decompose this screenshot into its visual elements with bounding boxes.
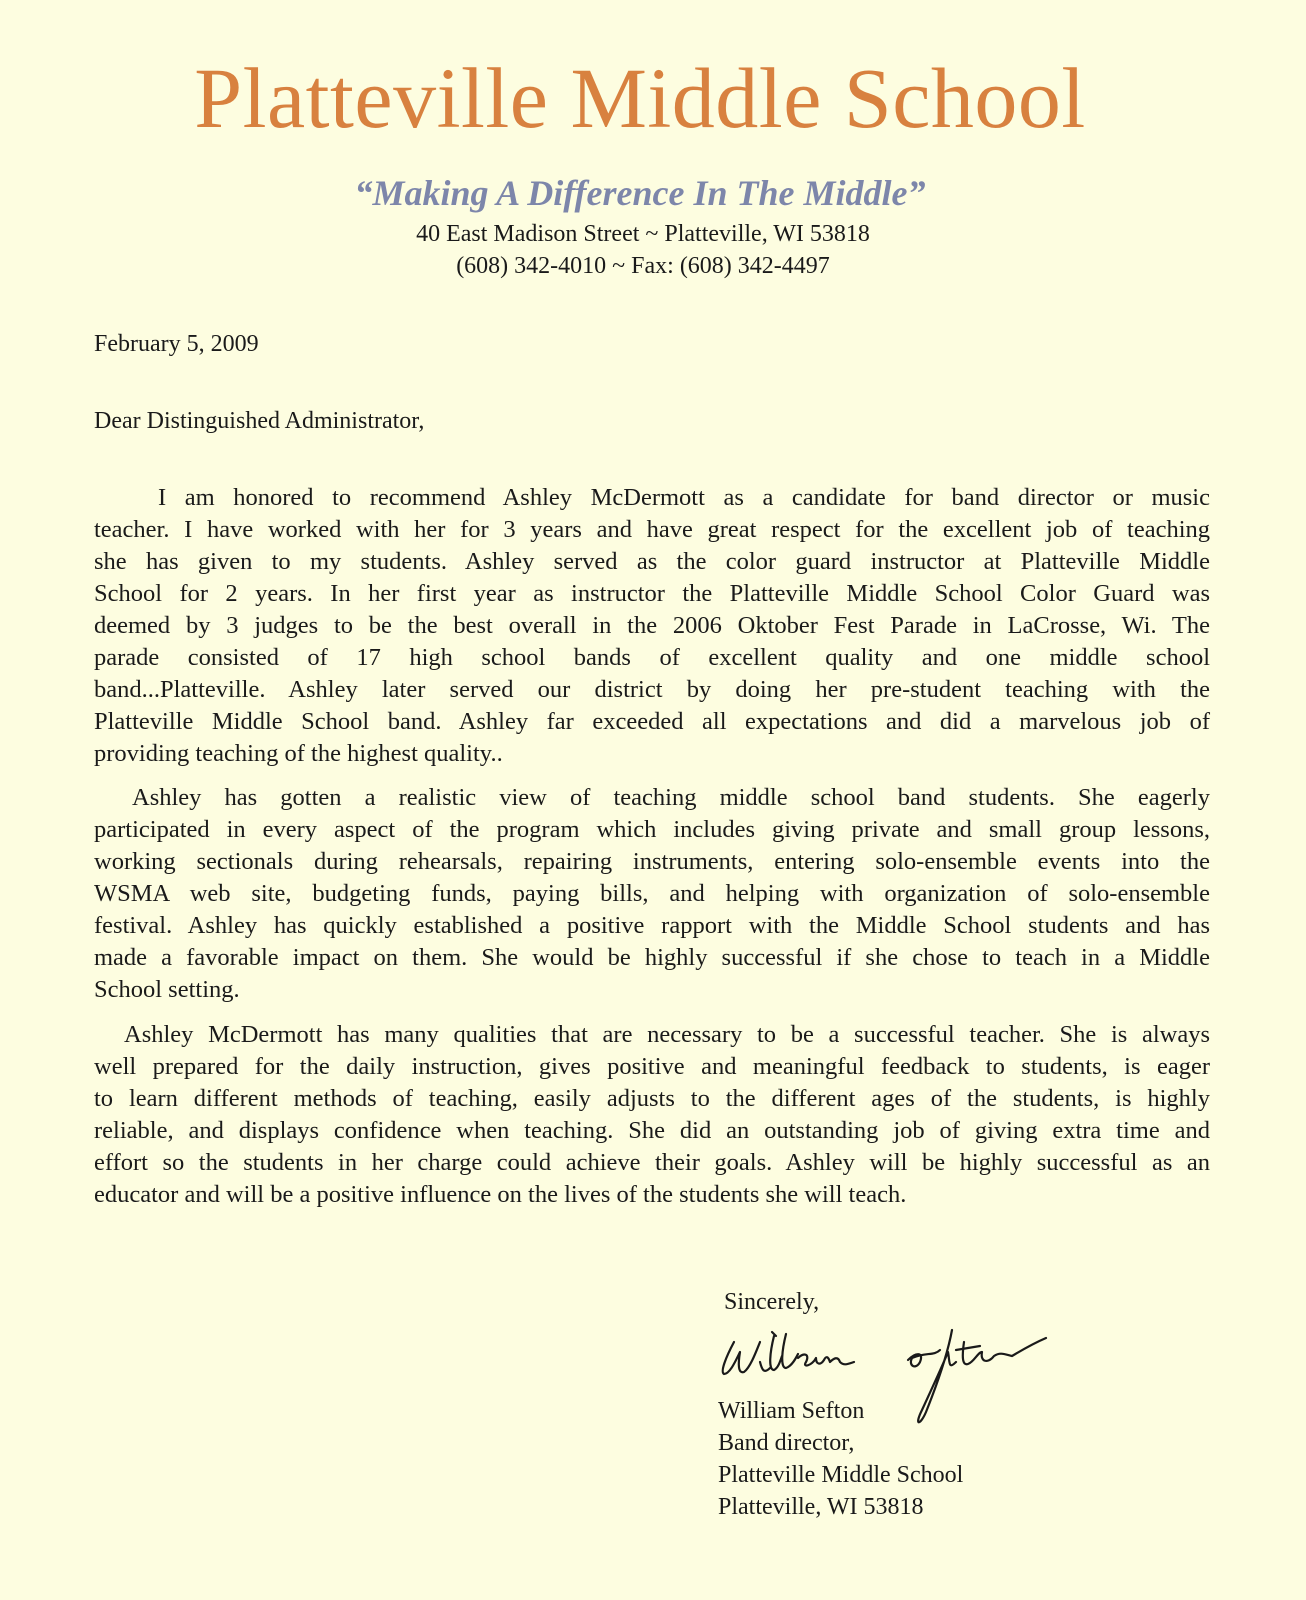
closing: Sincerely, [724, 1289, 820, 1315]
signer-name: William Sefton [718, 1398, 865, 1424]
paragraph-line: band...Platteville. Ashley later served our district by doing her pre-student teaching with the [94, 676, 1210, 703]
school-phone-fax: (608) 342-4010 ~ Fax: (608) 342-4497 [456, 253, 830, 279]
paragraph-line: effort so the students in her charge could achieve their goals. Ashley will be highly successful as an [94, 1149, 1210, 1176]
paragraph-line: WSMA web site, budgeting funds, paying bills, and helping with organization of solo-ensemble [94, 880, 1210, 907]
paragraph-line: she has given to my students. Ashley served as the color guard instructor at Platteville Middle [94, 548, 1210, 575]
paragraph-line: well prepared for the daily instruction, gives positive and meaningful feedback to students, is eager [94, 1053, 1210, 1080]
paragraph-line: deemed by 3 judges to be the best overall in the 2006 Oktober Fest Parade in LaCrosse, Wi. The [94, 612, 1210, 639]
signer-title: Band director, [718, 1430, 855, 1456]
paragraph-line: participated in every aspect of the program which includes giving private and small group lessons, [94, 816, 1210, 843]
paragraph-line: working sectionals during rehearsals, repairing instruments, entering solo-ensemble events into the [94, 848, 1210, 875]
paragraph-line: School for 2 years. In her first year as instructor the Platteville Middle School Color Guard was [94, 580, 1210, 607]
paragraph-line: School setting. [94, 976, 240, 1003]
paragraph-line: made a favorable impact on them. She would be highly successful if she chose to teach in a Middle [94, 944, 1210, 971]
body-paragraph-2 [94, 782, 1210, 1006]
paragraph-line: reliable, and displays confidence when teaching. She did an outstanding job of giving extra time and [94, 1117, 1210, 1144]
school-address: 40 East Madison Street ~ Platteville, WI 53818 [416, 221, 870, 247]
school-tagline: “Making A Difference In The Middle” [354, 173, 926, 213]
paragraph-line: providing teaching of the highest quality.. [94, 740, 503, 767]
salutation: Dear Distinguished Administrator, [94, 408, 425, 434]
paragraph-line: Ashley has gotten a realistic view of teaching middle school band students. She eagerly [132, 784, 1210, 811]
body-paragraph-3 [94, 1019, 1210, 1211]
paragraph-line: teacher. I have worked with her for 3 years and have great respect for the excellent job of teaching [94, 516, 1210, 543]
signer-organization: Platteville Middle School [718, 1462, 964, 1488]
paragraph-line: Ashley McDermott has many qualities that are necessary to be a successful teacher. She is always [124, 1021, 1210, 1048]
signer-location: Platteville, WI 53818 [718, 1494, 924, 1520]
school-name-heading: Platteville Middle School [194, 50, 1086, 146]
paragraph-line: parade consisted of 17 high school bands of excellent quality and one middle school [94, 644, 1210, 671]
letter-date: February 5, 2009 [94, 331, 259, 357]
paragraph-line: Platteville Middle School band. Ashley far exceeded all expectations and did a marvelous job of [94, 708, 1210, 735]
body-paragraph-1 [94, 482, 1210, 770]
paragraph-line: to learn different methods of teaching, easily adjusts to the different ages of the students, is highly [94, 1085, 1210, 1112]
paragraph-line: festival. Ashley has quickly established a positive rapport with the Middle School students and has [94, 912, 1210, 939]
paragraph-line: I am honored to recommend Ashley McDermott as a candidate for band director or music [158, 484, 1210, 511]
paragraph-line: educator and will be a positive influence on the lives of the students she will teach. [94, 1181, 907, 1208]
